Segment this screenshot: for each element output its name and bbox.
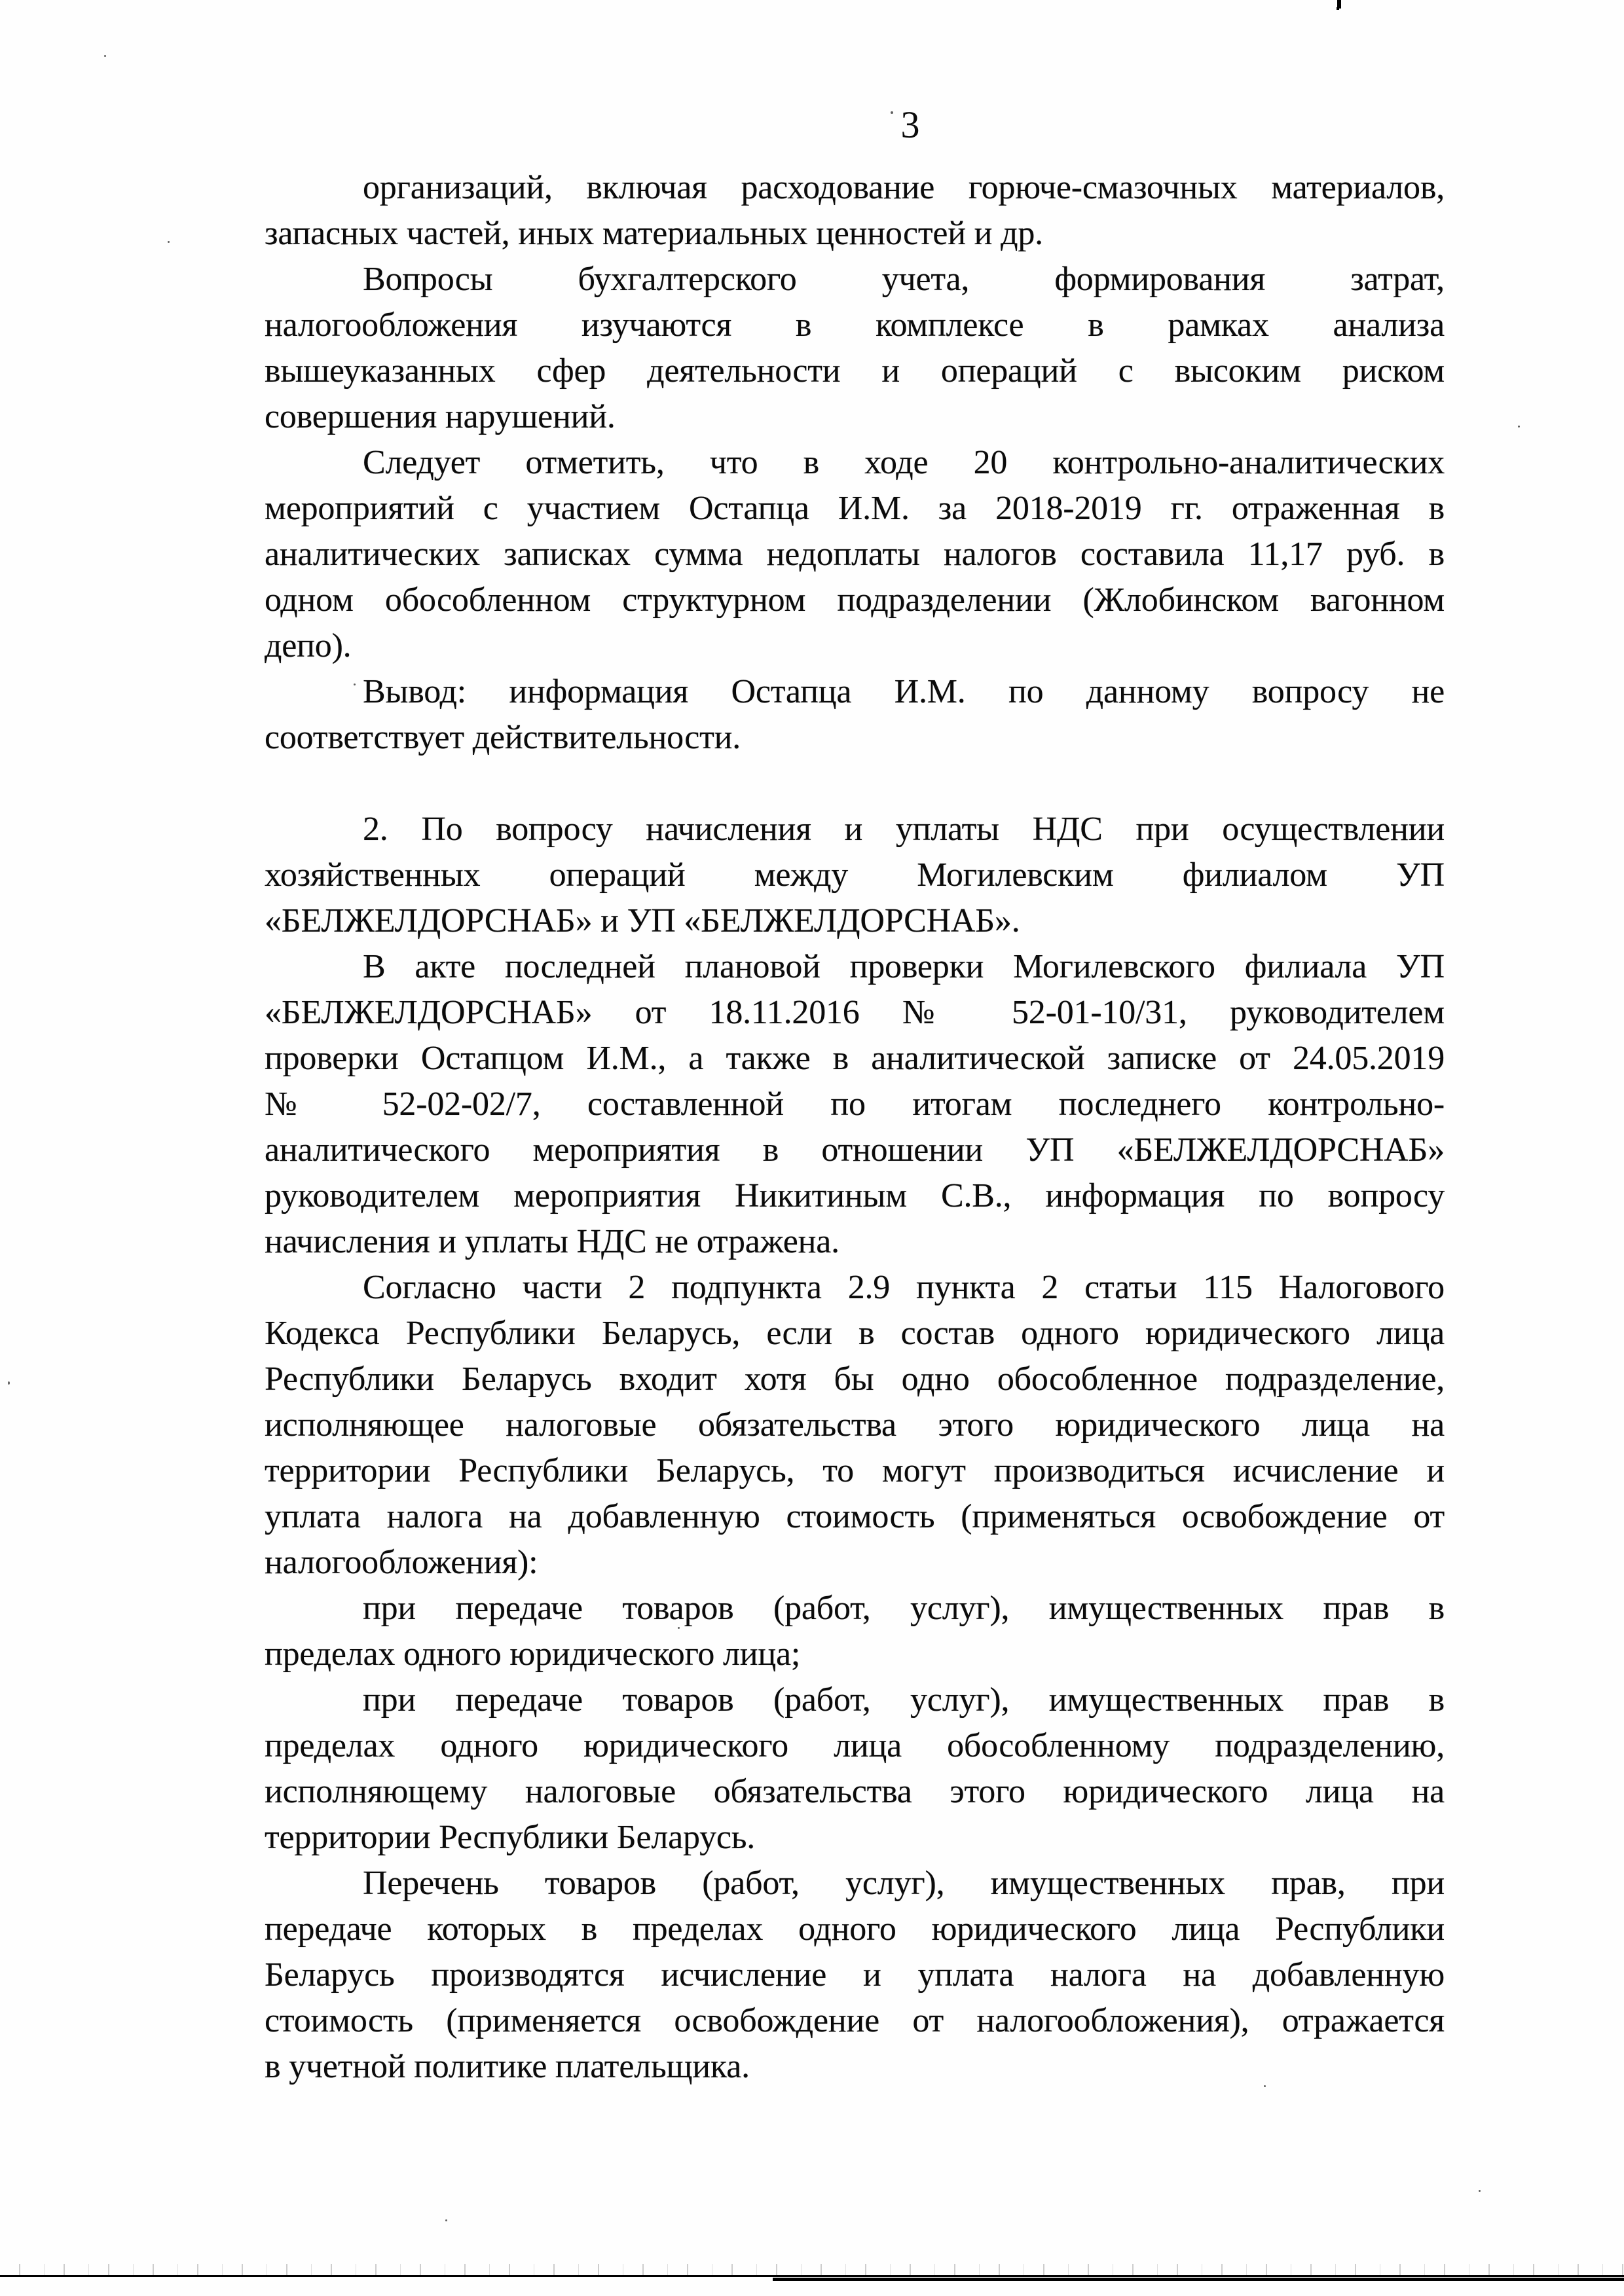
- paragraph-8: [265, 1586, 1445, 1677]
- text-line: «БЕЛЖЕЛДОРСНАБ» и УП «БЕЛЖЕЛДОРСНАБ».: [265, 902, 1020, 939]
- scan-speck: [8, 1381, 10, 1385]
- paragraph-10: [265, 1861, 1445, 2090]
- text-line: депо).: [265, 627, 352, 665]
- text-line: Республики Беларусь входит хотя бы одно обособленное подразделение,: [265, 1360, 1445, 1398]
- text-line: В акте последней плановой проверки Могилевского филиала УП: [363, 948, 1445, 985]
- text-line: Перечень товаров (работ, услуг), имущественных прав, при: [363, 1865, 1445, 1902]
- document-body: [265, 165, 1445, 2090]
- text-line: № 52-02-02/7, составленной по итогам последнего контрольно-: [265, 1085, 1445, 1123]
- paragraph-6: [265, 944, 1445, 1265]
- text-line: Вывод: информация Остапца И.М. по данному вопросу не: [363, 673, 1445, 710]
- text-line: руководителем мероприятия Никитиным С.В., информация по вопросу: [265, 1177, 1445, 1214]
- text-line: начисления и уплаты НДС не отражена.: [265, 1223, 840, 1260]
- paragraph-3: [265, 440, 1445, 669]
- text-line: хозяйственных операций между Могилевским филиалом УП: [265, 856, 1445, 894]
- text-line: пределах одного юридического лица;: [265, 1635, 801, 1673]
- scan-speck: [445, 2219, 447, 2221]
- scan-speck: [354, 683, 356, 685]
- text-line: аналитических записках сумма недоплаты налогов составила 11,17 руб. в: [265, 536, 1445, 573]
- text-line: проверки Остапцом И.М., а также в аналитической записке от 24.05.2019: [265, 1040, 1445, 1077]
- paragraph-7: [265, 1265, 1445, 1586]
- scan-speck: [678, 1627, 680, 1629]
- scan-speck: [1518, 426, 1520, 428]
- text-line: соответствует действительности.: [265, 719, 741, 756]
- scan-speck: [1479, 2190, 1481, 2192]
- scan-speck: [1264, 2085, 1266, 2087]
- text-line: Следует отметить, что в ходе 20 контрольно-аналитических: [363, 444, 1445, 481]
- text-line: при передаче товаров (работ, услуг), имущественных прав в: [363, 1590, 1445, 1627]
- scan-speck: [104, 55, 106, 57]
- text-line: совершения нарушений.: [265, 398, 616, 435]
- text-line: мероприятий с участием Остапца И.М. за 2018-2019 гг. отраженная в: [265, 490, 1445, 527]
- text-line: «БЕЛЖЕЛДОРСНАБ» от 18.11.2016 № 52-01-10/31, руководителем: [265, 994, 1445, 1031]
- text-line: одном обособленном структурном подразделении (Жлобинском вагонном: [265, 581, 1445, 619]
- page-number: 3: [900, 103, 920, 146]
- text-line: передаче которых в пределах одного юридического лица Республики: [265, 1910, 1445, 1948]
- text-line: пределах одного юридического лица обособленному подразделению,: [265, 1727, 1445, 1764]
- text-line: в учетной политике плательщика.: [265, 2048, 750, 2085]
- text-line: Кодекса Республики Беларусь, если в состав одного юридического лица: [265, 1315, 1445, 1352]
- scan-artifact-bottom-edge: [0, 2275, 1624, 2277]
- paragraph-1: [265, 165, 1445, 257]
- text-line: налогообложения):: [265, 1544, 538, 1581]
- scan-artifact-bottom-noise: [0, 2264, 1624, 2276]
- paragraph-2: [265, 257, 1445, 440]
- scan-speck: [168, 241, 170, 243]
- text-line: 2. По вопросу начисления и уплаты НДС при осуществлении: [363, 811, 1445, 848]
- text-line: вышеуказанных сфер деятельности и операций с высоким риском: [265, 352, 1445, 390]
- paragraph-4: [265, 669, 1445, 761]
- text-line: при передаче товаров (работ, услуг), имущественных прав в: [363, 1681, 1445, 1719]
- text-line: исполняющее налоговые обязательства этого юридического лица на: [265, 1406, 1445, 1444]
- paragraph-9: [265, 1677, 1445, 1861]
- text-line: территории Республики Беларусь, то могут производиться исчисление и: [265, 1452, 1445, 1489]
- text-line: запасных частей, иных материальных ценностей и др.: [265, 215, 1043, 252]
- text-line: территории Республики Беларусь.: [265, 1819, 756, 1856]
- text-line: стоимость (применяется освобождение от налогообложения), отражается: [265, 2002, 1445, 2039]
- text-line: Вопросы бухгалтерского учета, формирования затрат,: [363, 261, 1445, 298]
- text-line: Беларусь производятся исчисление и уплата налога на добавленную: [265, 1956, 1445, 1994]
- scan-artifact-corner-tick: [1337, 0, 1341, 9]
- text-line: организаций, включая расходование горюче-смазочных материалов,: [363, 169, 1445, 206]
- paragraph-5: [265, 807, 1445, 944]
- scan-speck: [891, 111, 893, 114]
- text-line: исполняющему налоговые обязательства этого юридического лица на: [265, 1773, 1445, 1810]
- text-line: уплата налога на добавленную стоимость (применяться освобождение от: [265, 1498, 1445, 1535]
- text-line: налогообложения изучаются в комплексе в рамках анализа: [265, 306, 1445, 344]
- text-line: аналитического мероприятия в отношении УП «БЕЛЖЕЛДОРСНАБ»: [265, 1131, 1445, 1169]
- scan-artifact-bottom-edge-2: [773, 2278, 1624, 2281]
- text-line: Согласно части 2 подпункта 2.9 пункта 2 статьи 115 Налогового: [363, 1269, 1445, 1306]
